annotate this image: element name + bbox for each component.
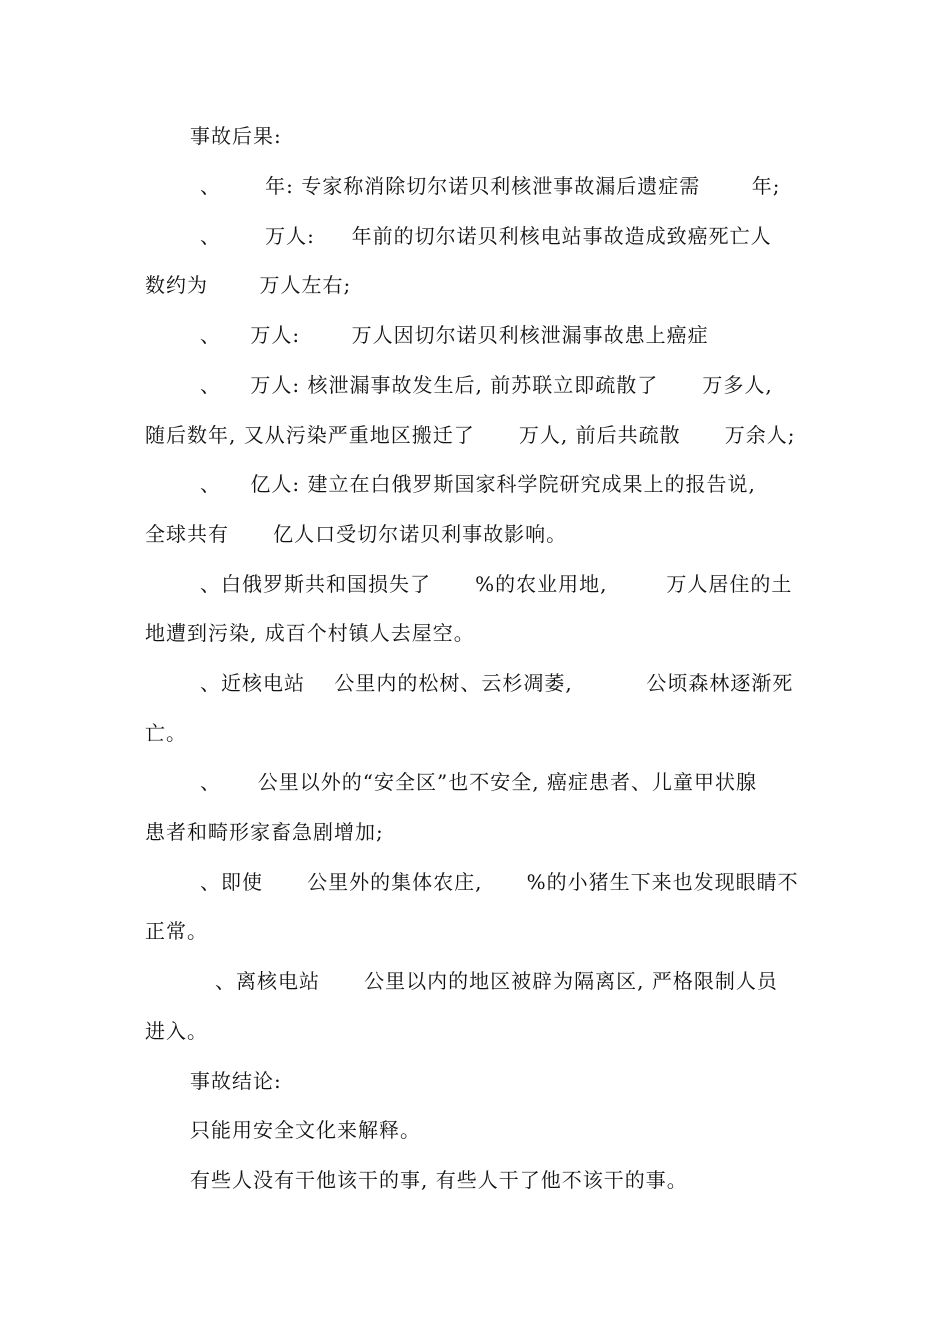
item-2-line-2: 数约为 万人左右; <box>145 273 352 297</box>
item-9-line-2: 正常。 <box>145 919 208 943</box>
item-9-line-1: 、即使 公里外的集体农庄, %的小猪生下来也发现眼睛不 <box>200 870 799 894</box>
item-6-line-1: 、白俄罗斯共和国损失了 %的农业用地, 万人居住的土 <box>200 572 793 596</box>
item-7-line-2: 亡。 <box>145 721 187 745</box>
item-2-line-1: 、 万人: 年前的切尔诺贝利核电站事故造成致癌死亡人 <box>200 224 772 248</box>
item-1-line-1: 、 年: 专家称消除切尔诺贝利核泄事故漏后遗症需 年; <box>200 174 781 198</box>
conclusion-line-2: 有些人没有干他该干的事, 有些人干了他不该干的事。 <box>190 1168 688 1192</box>
item-8-line-1: 、 公里以外的“安全区”也不安全, 癌症患者、儿童甲状腺 <box>200 770 757 794</box>
item-4-line-2: 随后数年, 又从污染严重地区搬迁了 万人, 前后共疏散 万余人; <box>145 423 796 447</box>
item-8-line-2: 患者和畸形家畜急剧增加; <box>145 820 384 844</box>
heading-consequences: 事故后果: <box>190 124 282 148</box>
item-4-line-1: 、 万人: 核泄漏事故发生后, 前苏联立即疏散了 万多人, <box>200 373 773 397</box>
item-5-line-2: 全球共有 亿人口受切尔诺贝利事故影响。 <box>145 522 568 546</box>
item-5-line-1: 、 亿人: 建立在白俄罗斯国家科学院研究成果上的报告说, <box>200 472 756 496</box>
item-3-line-1: 、 万人: 万人因切尔诺贝利核泄漏事故患上癌症 <box>200 323 709 347</box>
item-7-line-1: 、近核电站 公里内的松树、云杉凋萎, 公顷森林逐渐死 <box>200 671 794 695</box>
item-10-line-1: 、离核电站 公里以内的地区被辟为隔离区, 严格限制人员 <box>215 969 778 993</box>
item-10-line-2: 进入。 <box>145 1019 208 1043</box>
item-6-line-2: 地遭到污染, 成百个村镇人去屋空。 <box>145 621 475 645</box>
conclusion-line-1: 只能用安全文化来解释。 <box>190 1118 421 1142</box>
heading-conclusion: 事故结论: <box>190 1069 282 1093</box>
